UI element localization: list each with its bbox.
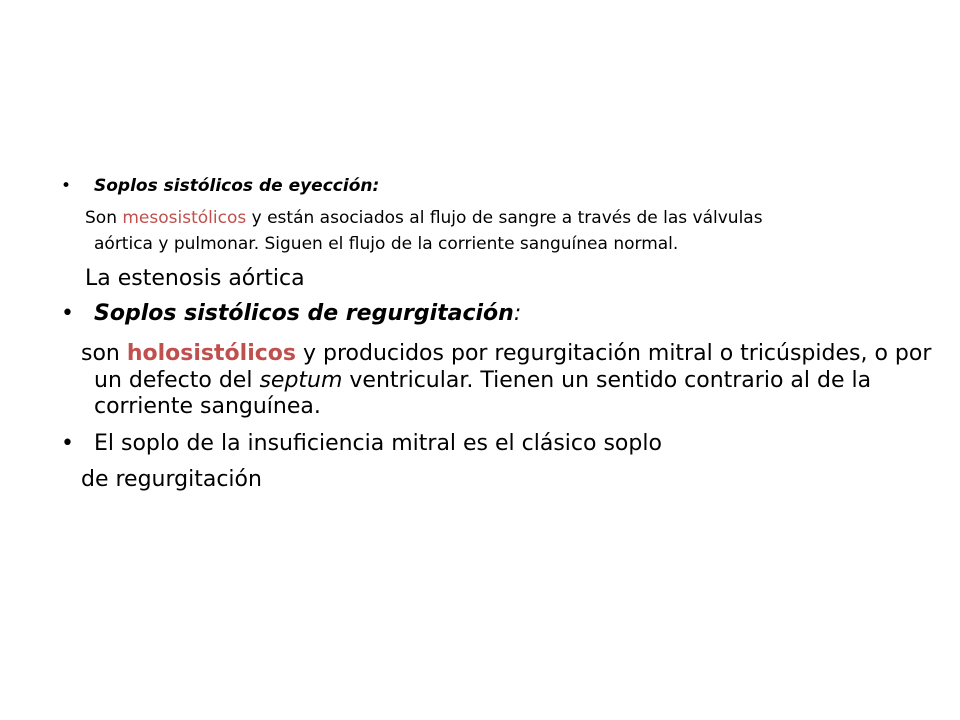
bullet-icon: • (61, 301, 74, 326)
item3-line1: El soplo de la insuficiencia mitral es el clásico soplo (94, 431, 662, 456)
item2-italic-term: septum (259, 368, 343, 393)
item2-line1 (81, 341, 931, 367)
item2-heading-colon: : (513, 301, 522, 326)
item2-heading-text: Soplos sistólicos de regurgitación (94, 301, 514, 326)
bullet-icon: • (61, 176, 72, 196)
item1-line1-prefix: Son (85, 208, 123, 228)
item2-line2-prefix: un defecto del (94, 368, 260, 393)
item2-line2 (94, 368, 871, 394)
item1-example: La estenosis aórtica (85, 266, 305, 291)
item1-line1 (85, 207, 763, 229)
item1-heading: Soplos sistólicos de eyección: (94, 176, 380, 196)
item3-line2: de regurgitación (81, 467, 262, 492)
item2-line2-suffix: ventricular. Tienen un sentido contrario al de la (342, 368, 872, 393)
item2-line1-prefix: son (81, 341, 127, 366)
item1-line1-suffix: y están asociados al flujo de sangre a través de las válvulas (246, 208, 763, 228)
item2-heading (94, 301, 521, 327)
item2-line3: corriente sanguínea. (94, 394, 321, 419)
bullet-icon: • (61, 431, 74, 456)
item1-accent-term: mesosistólicos (122, 208, 247, 228)
item2-accent-term: holosistólicos (126, 341, 296, 366)
item2-line1-suffix: y producidos por regurgitación mitral o tricúspides, o por (295, 341, 932, 366)
item1-line2: aórtica y pulmonar. Siguen el flujo de la corriente sanguínea normal. (94, 234, 679, 254)
